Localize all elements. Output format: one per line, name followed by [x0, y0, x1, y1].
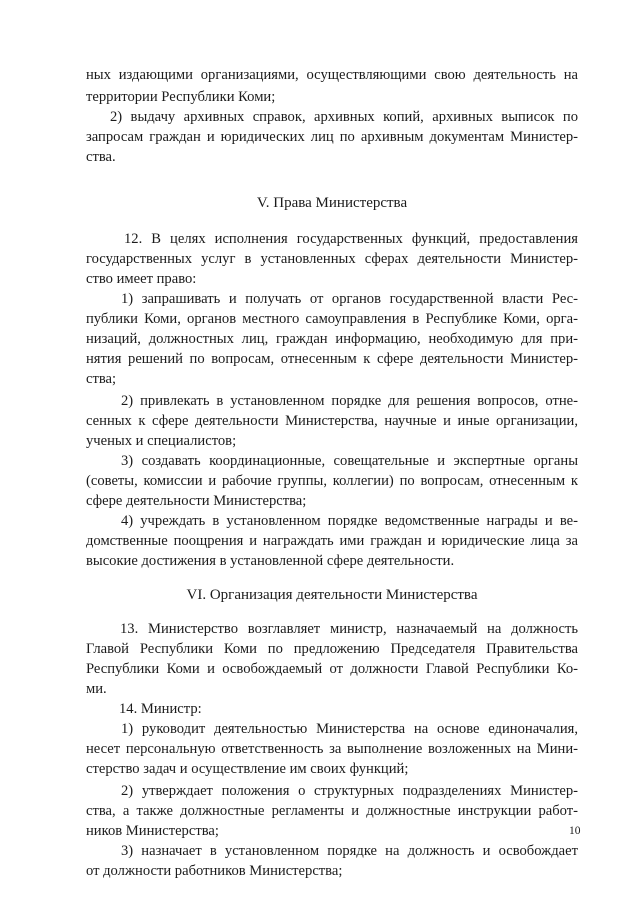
- intro-item2-line: ства.: [86, 149, 116, 165]
- rights-item-4-line: 4) учреждать в установленном порядке ведомственные награды и ве-: [121, 513, 578, 529]
- rights-item-1-line: ства;: [86, 371, 117, 387]
- minister-item-2-line: ников Министерства;: [86, 823, 219, 839]
- paragraph-13-line: Республики Коми и освобождаемый от должности Главой Республики Ко-: [86, 661, 578, 677]
- rights-item-2-line: 2) привлекать в установленном порядке для решения вопросов, отне-: [121, 393, 578, 409]
- rights-item-1-line: 1) запрашивать и получать от органов государственной власти Рес-: [121, 291, 578, 307]
- intro-item2-line: 2) выдачу архивных справок, архивных копий, архивных выписок по: [110, 109, 578, 125]
- paragraph-13-line: 13. Министерство возглавляет министр, назначаемый на должность: [120, 621, 578, 637]
- rights-item-1-line: нятия решений по вопросам, отнесенным к сфере деятельности Министер-: [86, 351, 578, 367]
- intro-line: ных издающими организациями, осуществляющими свою деятельность на: [86, 67, 578, 83]
- page-number: 10: [569, 825, 581, 837]
- rights-item-3-line: 3) создавать координационные, совещательные и экспертные органы: [121, 453, 578, 469]
- paragraph-13-line: Главой Республики Коми по предложению Председателя Правительства: [86, 641, 578, 657]
- rights-item-3-line: (советы, комиссии и рабочие группы, коллегии) по вопросам, отнесенным к: [86, 473, 578, 489]
- rights-item-4-line: высокие достижения в установленной сфере деятельности.: [86, 553, 455, 569]
- paragraph-12-line: 12. В целях исполнения государственных функций, предоставления: [124, 231, 578, 247]
- paragraph-12-line: государственных услуг в установленных сферах деятельности Министер-: [86, 251, 578, 267]
- rights-item-4-line: домственные поощрения и награждать ими граждан и юридические лица за: [86, 533, 578, 549]
- section-heading: V. Права Министерства: [256, 195, 408, 211]
- minister-item-1-line: стерство задач и осуществление им своих функций;: [86, 761, 409, 777]
- minister-item-1-line: несет персональную ответственность за выполнение возложенных на Мини-: [86, 741, 578, 757]
- intro-line: территории Республики Коми;: [86, 89, 276, 105]
- minister-item-1-line: 1) руководит деятельностью Министерства на основе единоначалия,: [121, 721, 578, 737]
- minister-item-2-line: 2) утверждает положения о структурных подразделениях Министер-: [121, 783, 578, 799]
- rights-item-1-line: низаций, должностных лиц, граждан информацию, необходимую для при-: [86, 331, 578, 347]
- rights-item-3-line: сфере деятельности Министерства;: [86, 493, 307, 509]
- section-heading: VI. Организация деятельности Министерства: [186, 587, 478, 603]
- paragraph-14-title: 14. Министр:: [119, 701, 202, 717]
- paragraph-13-line: ми.: [86, 681, 107, 697]
- rights-item-2-line: ученых и специалистов;: [86, 433, 237, 449]
- rights-item-1-line: публики Коми, органов местного самоуправления в Республике Коми, орга-: [86, 311, 578, 327]
- paragraph-12-line: ство имеет право:: [86, 271, 197, 287]
- rights-item-2-line: сенных к сфере деятельности Министерства, научные и иные организации,: [86, 413, 578, 429]
- intro-item2-line: запросам граждан и юридических лиц по архивным документам Министер-: [86, 129, 578, 145]
- minister-item-2-line: ства, а также должностные регламенты и должностные инструкции работ-: [86, 803, 578, 819]
- minister-item-3-line: от должности работников Министерства;: [86, 863, 343, 879]
- minister-item-3-line: 3) назначает в установленном порядке на должность и освобождает: [121, 843, 578, 859]
